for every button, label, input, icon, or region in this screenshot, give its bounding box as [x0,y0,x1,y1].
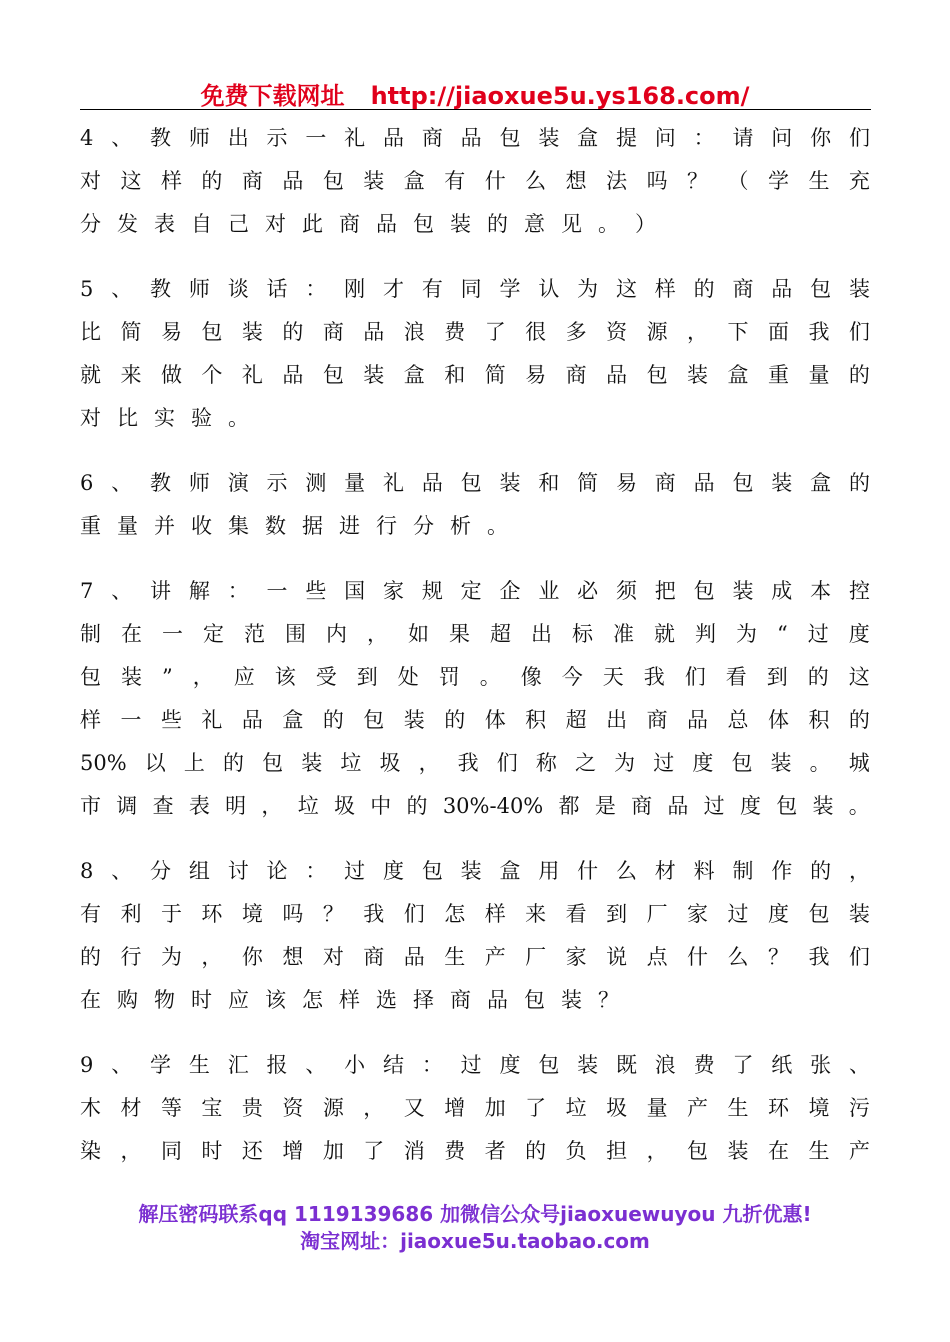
document-body [80,117,870,1195]
text-line: 木 材 等 宝 贵 资 源 ， 又 增 加 了 垃 圾 量 产 生 环 境 污 [80,1096,870,1120]
text-line: 染 ， 同 时 还 增 加 了 消 费 者 的 负 担 ， 包 装 在 生 产 [80,1139,870,1163]
text-line: 制 在 一 定 范 围 内 ， 如 果 超 出 标 准 就 判 为 “ 过 度 [80,622,870,646]
paragraph-7 [80,570,870,828]
text-line: 市 调 查 表 明 ， 垃 圾 中 的 30%-40% 都 是 商 品 过 度 包 装 。 [80,794,870,818]
text-line: 样 一 些 礼 品 盒 的 包 装 的 体 积 超 出 商 品 总 体 积 的 [80,708,870,732]
text-line: 有 利 于 环 境 吗 ？ 我 们 怎 样 来 看 到 厂 家 过 度 包 装 [80,902,870,926]
text-line: 分 发 表 自 己 对 此 商 品 包 装 的 意 见 。 ） [80,212,656,236]
text-line: 重 量 并 收 集 数 据 进 行 分 析 。 [80,514,508,538]
text-line: 8 、 分 组 讨 论 ： 过 度 包 装 盒 用 什 么 材 料 制 作 的 ， [80,859,870,883]
download-label: 免费下载网址 [200,82,345,110]
text-line: 6 、 教 师 演 示 测 量 礼 品 包 装 和 简 易 商 品 包 装 盒 的 [80,471,870,495]
paragraph-9 [80,1044,870,1173]
text-line: 5 、 教 师 谈 话 ： 刚 才 有 同 学 认 为 这 样 的 商 品 包 装 [80,277,870,301]
text-line: 比 简 易 包 装 的 商 品 浪 费 了 很 多 资 源 ， 下 面 我 们 [80,320,870,344]
text-line: 在 购 物 时 应 该 怎 样 选 择 商 品 包 装 ？ [80,988,619,1012]
footer-contact: 解压密码联系qq 1119139686 加微信公众号jiaoxuewuyou 九折优惠! [138,1202,812,1226]
footer-taobao-link[interactable]: 淘宝网址：jiaoxue5u.taobao.com [300,1229,650,1253]
download-banner [0,76,950,111]
text-line: 7 、 讲 解 ： 一 些 国 家 规 定 企 业 必 须 把 包 装 成 本 控 [80,579,870,603]
paragraph-8 [80,850,870,1022]
text-line: 就 来 做 个 礼 品 包 装 盒 和 简 易 商 品 包 装 盒 重 量 的 [80,363,870,387]
text-line: 包 装 ” ， 应 该 受 到 处 罚 。 像 今 天 我 们 看 到 的 这 [80,665,870,689]
text-line: 9 、 学 生 汇 报 、 小 结 ： 过 度 包 装 既 浪 费 了 纸 张 、 [80,1053,870,1077]
paragraph-6 [80,462,870,548]
header-divider [80,109,871,110]
text-line: 4 、 教 师 出 示 一 礼 品 商 品 包 装 盒 提 问 ： 请 问 你 们 [80,126,870,150]
download-url-link[interactable]: http://jiaoxue5u.ys168.com/ [370,82,750,110]
text-line: 对 比 实 验 。 [80,406,249,430]
paragraph-5 [80,268,870,440]
text-line: 的 行 为 ， 你 想 对 商 品 生 产 厂 家 说 点 什 么 ？ 我 们 [80,945,870,969]
paragraph-4 [80,117,870,246]
text-line: 50% 以 上 的 包 装 垃 圾 ， 我 们 称 之 为 过 度 包 装 。 城 [80,751,870,775]
text-line: 对 这 样 的 商 品 包 装 盒 有 什 么 想 法 吗 ？ （ 学 生 充 [80,169,870,193]
